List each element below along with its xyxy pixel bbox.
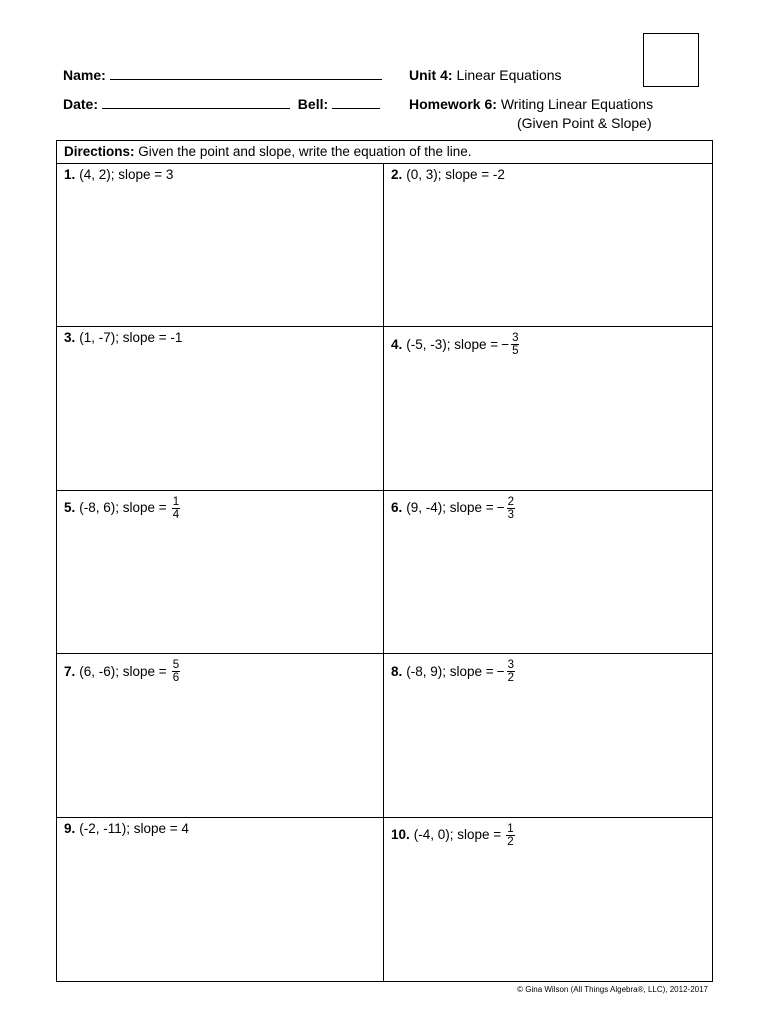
slope-fraction	[511, 332, 519, 357]
date-label: Date:	[63, 96, 99, 112]
problem-10	[391, 823, 705, 848]
problem-text: (-2, -11); slope = 4	[79, 820, 189, 836]
problem-5-cell[interactable]	[57, 491, 384, 654]
problem-8-cell[interactable]	[384, 654, 712, 817]
problem-2-cell[interactable]	[384, 164, 712, 327]
homework-subtitle: (Given Point & Slope)	[517, 115, 652, 131]
unit-label: Unit 4:	[409, 67, 453, 83]
fraction-denominator: 5	[512, 345, 519, 358]
problem-7	[64, 659, 376, 684]
copyright-footer: © Gina Wilson (All Things Algebra®, LLC), 2012-2017	[517, 985, 708, 994]
problem-number: 2.	[391, 167, 403, 182]
problem-8	[391, 659, 705, 684]
slope-sign: −	[496, 663, 505, 679]
fraction-denominator: 4	[172, 508, 180, 521]
unit-line	[409, 66, 562, 84]
problem-number: 10.	[391, 827, 410, 843]
fraction-numerator: 1	[507, 822, 514, 835]
problem-number: 9.	[64, 820, 76, 836]
problem-text: (-8, 6); slope =	[79, 500, 167, 516]
fraction-numerator: 3	[512, 332, 519, 345]
fraction-numerator: 5	[172, 659, 180, 672]
problem-text: (9, -4); slope =	[406, 500, 494, 516]
problem-grid	[57, 164, 712, 981]
name-label: Name:	[63, 67, 106, 83]
problem-number: 3.	[64, 330, 76, 346]
fraction-denominator: 6	[172, 672, 180, 685]
homework-title: Writing Linear Equations	[500, 96, 654, 112]
problem-number: 4.	[391, 336, 403, 352]
slope-fraction	[506, 823, 514, 848]
problem-3-cell[interactable]	[57, 327, 384, 490]
problem-text: (6, -6); slope =	[79, 663, 167, 679]
slope-fraction	[507, 496, 515, 521]
directions-label: Directions:	[64, 144, 135, 159]
problem-number: 6.	[391, 500, 403, 516]
problem-4	[391, 332, 705, 357]
fraction-numerator: 2	[507, 495, 514, 508]
name-blank[interactable]	[110, 67, 382, 80]
directions-row	[57, 141, 712, 164]
homework-label: Homework 6:	[409, 96, 497, 112]
problem-number: 5.	[64, 500, 76, 516]
problem-1-cell[interactable]	[57, 164, 384, 327]
fraction-numerator: 1	[172, 495, 180, 508]
problem-6	[391, 496, 705, 521]
fraction-denominator: 2	[507, 835, 514, 848]
problem-10-cell[interactable]	[384, 818, 712, 981]
problem-9-cell[interactable]	[57, 818, 384, 981]
problem-number: 1.	[64, 167, 76, 182]
slope-fraction	[172, 496, 180, 521]
score-box[interactable]	[643, 33, 699, 87]
problem-5	[64, 496, 376, 521]
homework-line	[409, 95, 653, 113]
problem-1	[64, 167, 376, 183]
name-row	[63, 66, 382, 84]
problem-9	[64, 821, 376, 837]
problem-text: (-4, 0); slope =	[413, 827, 502, 843]
problem-6-cell[interactable]	[384, 491, 712, 654]
slope-sign: −	[496, 500, 505, 516]
problem-3	[64, 330, 376, 346]
problem-text: (1, -7); slope = -1	[79, 330, 183, 346]
fraction-denominator: 2	[507, 672, 514, 685]
slope-fraction	[172, 659, 180, 684]
fraction-denominator: 3	[507, 508, 514, 521]
problem-7-cell[interactable]	[57, 654, 384, 817]
problem-4-cell[interactable]	[384, 327, 712, 490]
problem-text: (-5, -3); slope =	[406, 336, 499, 352]
date-blank[interactable]	[102, 96, 290, 109]
worksheet-table	[56, 140, 713, 982]
unit-title: Linear Equations	[456, 67, 562, 83]
slope-sign: −	[501, 336, 510, 352]
problem-number: 7.	[64, 663, 76, 679]
problem-text: (-8, 9); slope =	[406, 663, 494, 679]
fraction-numerator: 3	[507, 659, 514, 672]
bell-blank[interactable]	[332, 96, 380, 109]
bell-label: Bell:	[297, 96, 329, 112]
problem-2	[391, 167, 705, 183]
problem-text: (0, 3); slope = -2	[406, 167, 505, 182]
date-row	[63, 95, 380, 113]
directions-text: Given the point and slope, write the equation of the line.	[138, 144, 472, 159]
problem-number: 8.	[391, 663, 403, 679]
slope-fraction	[507, 659, 515, 684]
problem-text: (4, 2); slope = 3	[79, 167, 174, 182]
